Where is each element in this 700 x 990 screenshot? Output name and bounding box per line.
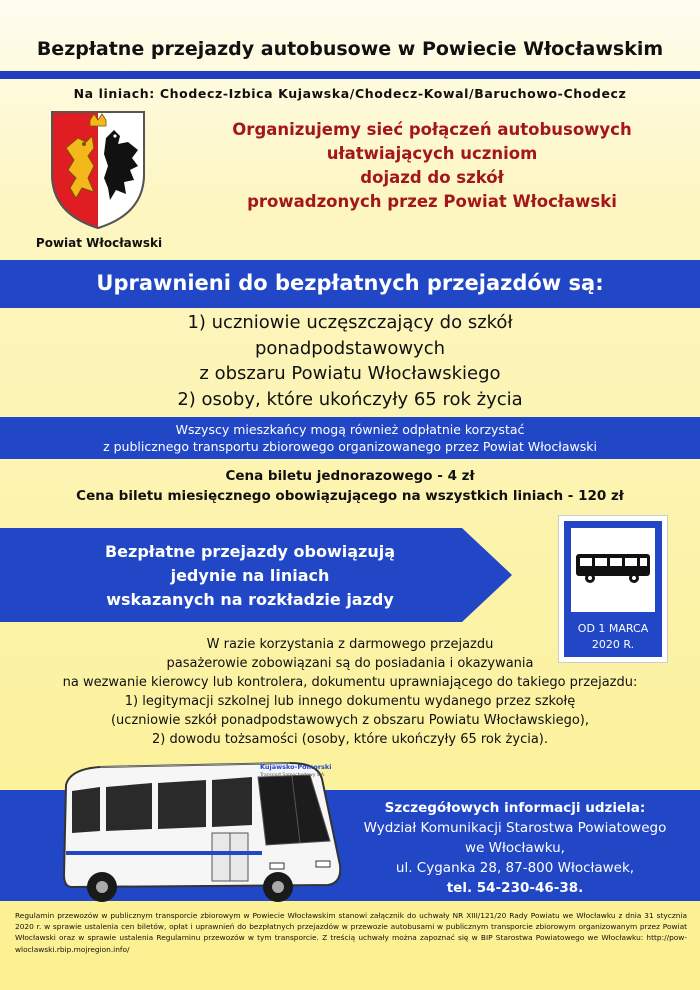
- intro-line: dojazd do szkół: [360, 168, 504, 187]
- notice-line: 1) legitymacji szkolnej lub innego dokumentu wydanego przez szkołę: [124, 694, 576, 709]
- footer-legal-text: Regulamin przewozów w publicznym transporcie zbiorowym w Powiecie Włocławskim stanowi załącznik do uchwały NR XIII/121/20 Rady Powiatu we Włocławku z dnia 31 stycznia 2020 r. w sprawie ustalenia cen biletów, opłat i uprawnień do bezpłatnych przejazdów w przewozie autobusami w publicznym transporcie zbiorowym organizowanym przez Powiat Włocławski oraz w sprawie ustalenia Regulaminu przewozów w tym transporcie. Z treścią uchwały można zapoznać się w BIP Starostwa Powiatowego we Włocławku: http://pow-wloclawski.rbip.mojregion.info/: [15, 911, 687, 954]
- paid-travel-line: z publicznego transportu zbiorowego organizowanego przez Powiat Włocławski: [103, 439, 597, 454]
- eligible-item: 2) osoby, które ukończyły 65 rok życia: [177, 388, 523, 410]
- county-label: Powiat Włocławski: [35, 236, 163, 250]
- ticket-prices: [0, 466, 700, 506]
- bus-stop-icon: [572, 548, 654, 588]
- eligible-item: z obszaru Powiatu Włocławskiego: [199, 363, 501, 384]
- arrow-banner-text: [30, 540, 470, 612]
- arrow-banner-line: Bezpłatne przejazdy obowiązują: [104, 542, 396, 561]
- eligible-item: ponadpodstawowych: [254, 337, 446, 359]
- contact-info: [350, 798, 680, 898]
- page-title: Bezpłatne przejazdy autobusowe w Powiecie Włocławskim: [36, 38, 664, 60]
- monthly-ticket-price: Cena biletu miesięcznego obowiązującego na wszystkich liniach - 120 zł: [76, 488, 624, 504]
- contact-address: ul. Cyganka 28, 87-800 Włocławek,: [395, 860, 635, 876]
- sign-date-line: OD 1 MARCA: [577, 622, 649, 635]
- contact-phone: tel. 54-230-46-38.: [446, 880, 584, 896]
- contact-heading: Szczegółowych informacji udziela:: [384, 800, 646, 816]
- intro-line: prowadzonych przez Powiat Włocławski: [247, 192, 617, 211]
- intro-line: ułatwiających uczniom: [326, 144, 538, 163]
- paid-travel-text: [0, 421, 700, 455]
- notice-line: (uczniowie szkół ponadpodstawowych z obszaru Powiatu Włocławskiego),: [110, 713, 589, 728]
- bus-lines-label: Na liniach: Chodecz-Izbica Kujawska/Chodecz-Kowal/Baruchowo-Chodecz: [73, 86, 627, 101]
- paid-travel-line: Wszyscy mieszkańcy mogą również odpłatnie korzystać: [175, 422, 525, 437]
- contact-city: we Włocławku,: [465, 840, 565, 856]
- single-ticket-price: Cena biletu jednorazowego - 4 zł: [225, 468, 475, 484]
- coat-of-arms-icon: [48, 108, 148, 230]
- eligible-list: [0, 310, 700, 412]
- title-divider: [0, 71, 700, 79]
- bus-illustration: [60, 755, 355, 905]
- contact-department: Wydział Komunikacji Starostwa Powiatowego: [363, 820, 667, 836]
- eligible-item: 1) uczniowie uczęszczający do szkół: [187, 312, 513, 333]
- notice-line: 2) dowodu tożsamości (osoby, które ukończyły 65 rok życia).: [152, 732, 548, 747]
- bus-operator-subtitle: Transport Samochodowy S.A.: [260, 773, 326, 778]
- intro-line: Organizujemy sieć połączeń autobusowych: [232, 120, 632, 139]
- notice-line: W razie korzystania z darmowego przejazdu: [206, 637, 494, 652]
- notice-line: pasażerowie zobowiązani są do posiadania i okazywania: [166, 656, 534, 671]
- bus-operator-name: Kujawsko-Pomorski: [260, 763, 332, 771]
- eligible-heading: Uprawnieni do bezpłatnych przejazdów są:: [96, 271, 604, 295]
- notice-line: na wezwanie kierowcy lub kontrolera, dokumentu uprawniającego do takiego przejazdu:: [62, 675, 638, 690]
- sign-date-line: 2020 R.: [591, 638, 635, 651]
- arrow-banner-line: wskazanych na rozkładzie jazdy: [106, 590, 394, 609]
- intro-text: [182, 118, 682, 214]
- document-notice: [0, 635, 700, 749]
- arrow-banner-line: jedynie na liniach: [170, 566, 330, 585]
